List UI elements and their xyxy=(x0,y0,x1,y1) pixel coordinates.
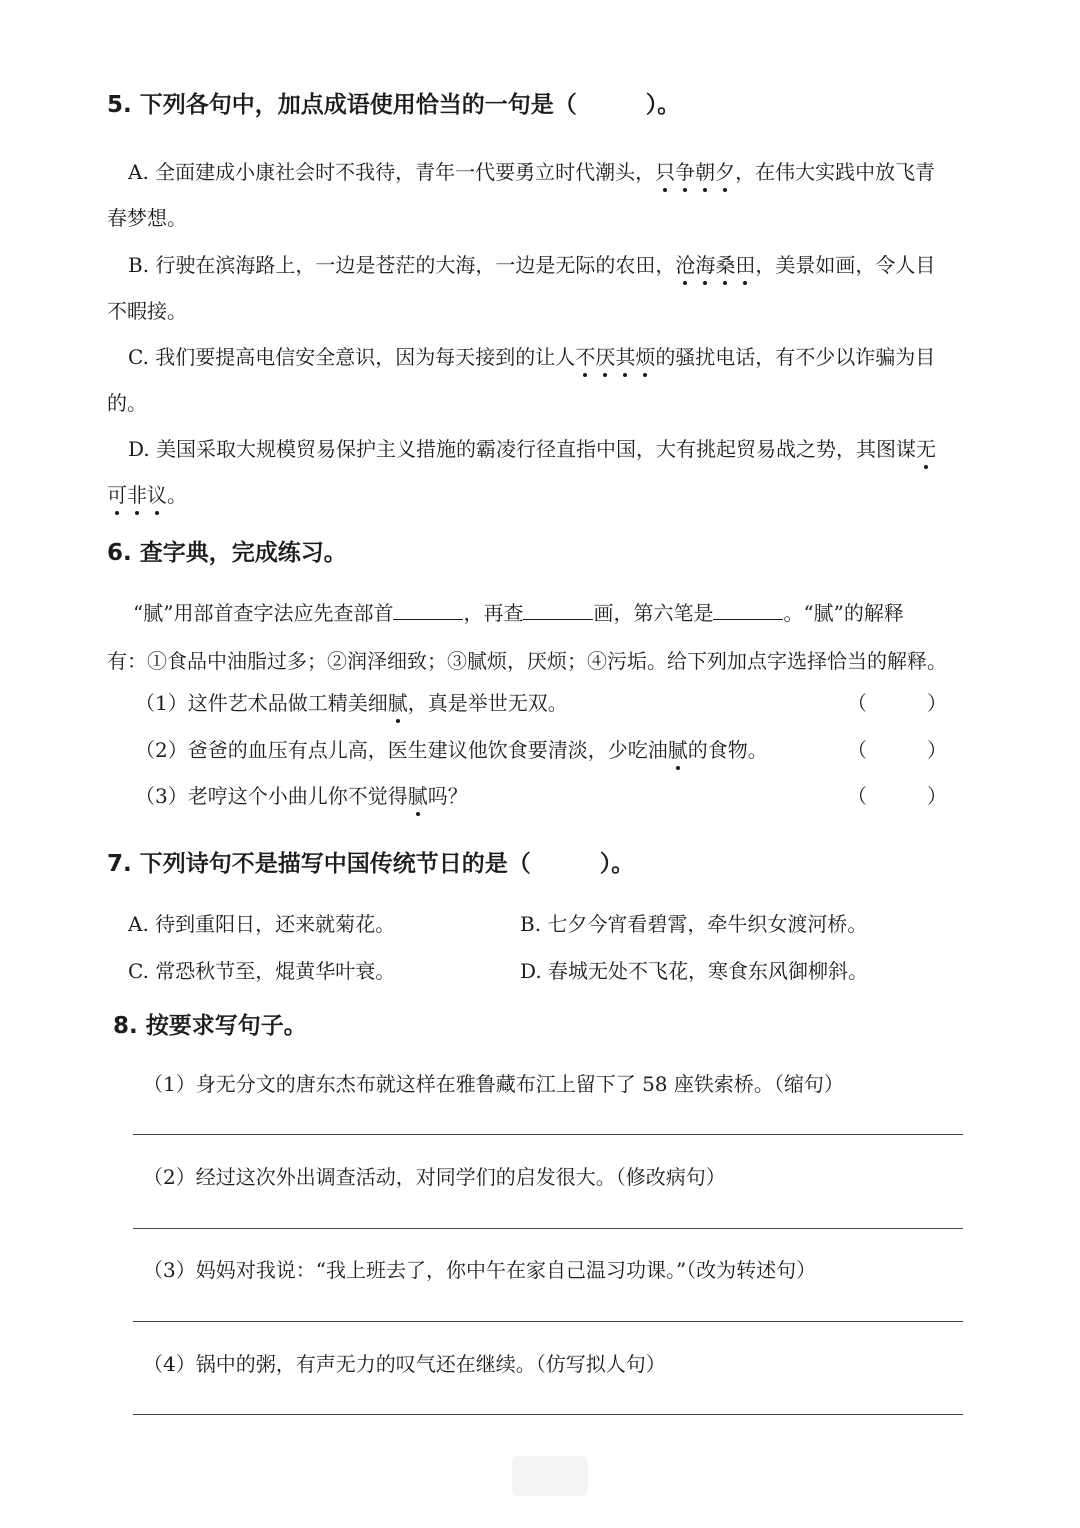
q5-a-text: A. 全面建成小康社会时不我待，青年一代要勇立时代潮头， xyxy=(128,160,656,184)
q5-option-b-line1 xyxy=(128,249,935,278)
q7-title: 7. 下列诗句不是描写中国传统节日的是（ ）。 xyxy=(107,851,635,877)
answer-paren[interactable]: （ ） xyxy=(847,691,947,715)
dotted-char: 争 xyxy=(675,160,696,184)
q7-option-d: D. 春城无处不飞花，寒食东风御柳斜。 xyxy=(520,959,869,983)
q6-text: 。“腻”的解释 xyxy=(783,601,904,625)
q6-item-text: 吗？ xyxy=(427,784,468,808)
dotted-char: 腻 xyxy=(667,738,688,762)
q6-item-text: （2）爸爸的血压有点儿高，医生建议他饮食要清淡，少吃油 xyxy=(135,738,668,762)
dotted-char: 腻 xyxy=(407,784,428,808)
q5-option-b-line2: 不暇接。 xyxy=(107,299,187,323)
q5-a-text: ，在伟大实践中放飞青 xyxy=(735,160,936,184)
dotted-char: 夕 xyxy=(715,160,736,184)
answer-paren[interactable]: （ ） xyxy=(847,738,947,762)
q6-title: 6. 查字典，完成练习。 xyxy=(107,540,347,566)
dotted-char: 非 xyxy=(127,483,147,507)
dotted-char: 桑 xyxy=(715,253,736,277)
fill-blank-radical[interactable] xyxy=(393,601,463,620)
fill-blank-strokes[interactable] xyxy=(523,601,593,620)
dotted-char: 烦 xyxy=(635,345,656,369)
q8-item-1: （1）身无分文的唐东杰布就这样在雅鲁藏布江上留下了 58 座铁索桥。（缩句） xyxy=(143,1072,844,1096)
q6-item-text: （3）老哼这个小曲儿你不觉得 xyxy=(135,784,408,808)
q6-item-text: 的食物。 xyxy=(687,738,768,762)
q7-option-b: B. 七夕今宵看碧霄，牵牛织女渡河桥。 xyxy=(520,912,868,936)
q5-d-text: 。 xyxy=(167,483,187,507)
q5-option-c-line2: 的。 xyxy=(107,391,147,415)
q5-d-text: D. 美国采取大规模贸易保护主义措施的霸凌行径直指中国，大有挑起贸易战之势，其图谋 xyxy=(128,437,917,461)
q5-b-text: B. 行驶在滨海路上，一边是苍茫的大海，一边是无际的农田， xyxy=(128,253,676,277)
q6-paragraph-line1 xyxy=(133,597,904,626)
dotted-char: 无 xyxy=(916,437,937,461)
dotted-char: 海 xyxy=(695,253,716,277)
dotted-char: 可 xyxy=(107,483,127,507)
answer-line[interactable] xyxy=(133,1228,963,1229)
answer-line[interactable] xyxy=(133,1134,963,1135)
dotted-char: 沧 xyxy=(675,253,696,277)
q8-item-4: （4）锅中的粥，有声无力的叹气还在继续。（仿写拟人句） xyxy=(143,1352,666,1376)
q6-item-2 xyxy=(135,734,768,763)
q7-option-c: C. 常恐秋节至，焜黄华叶衰。 xyxy=(128,959,396,983)
scan-smudge xyxy=(512,1456,588,1496)
q8-item-2: （2）经过这次外出调查活动，对同学们的启发很大。（修改病句） xyxy=(143,1165,726,1189)
q6-text: 画，第六笔是 xyxy=(593,601,714,625)
dotted-char: 议 xyxy=(147,483,167,507)
dotted-char: 腻 xyxy=(387,691,408,715)
answer-line[interactable] xyxy=(133,1321,963,1322)
q6-item-text: （1）这件艺术品做工精美细 xyxy=(135,691,388,715)
dotted-char: 朝 xyxy=(695,160,716,184)
q8-title: 8. 按要求写句子。 xyxy=(113,1013,307,1039)
dotted-char: 不 xyxy=(575,345,596,369)
answer-line[interactable] xyxy=(133,1414,963,1415)
fill-blank-sixth-stroke[interactable] xyxy=(713,601,783,620)
q5-b-text: ，美景如画，令人目 xyxy=(755,253,936,277)
q6-item-1 xyxy=(135,687,568,716)
dotted-char: 厌 xyxy=(595,345,616,369)
q6-text: “腻”用部首查字法应先查部首 xyxy=(133,601,394,625)
q6-paragraph-line2: 有：①食品中油脂过多；②润泽细致；③腻烦，厌烦；④污垢。给下列加点字选择恰当的解释。 xyxy=(107,649,947,673)
q5-c-text: C. 我们要提高电信安全意识，因为每天接到的让人 xyxy=(128,345,576,369)
q5-option-d-line2 xyxy=(107,479,187,508)
dotted-char: 只 xyxy=(655,160,676,184)
q8-item-3: （3）妈妈对我说：“我上班去了，你中午在家自己温习功课。”（改为转述句） xyxy=(143,1258,817,1282)
q6-item-text: ，真是举世无双。 xyxy=(407,691,568,715)
q7-option-a: A. 待到重阳日，还来就菊花。 xyxy=(128,912,396,936)
q5-c-text: 的骚扰电话，有不少以诈骗为目 xyxy=(655,345,936,369)
q5-option-c-line1 xyxy=(128,341,935,370)
q5-option-d-line1 xyxy=(128,433,936,462)
dotted-char: 田 xyxy=(735,253,756,277)
dotted-char: 其 xyxy=(615,345,636,369)
q6-text: ，再查 xyxy=(463,601,524,625)
q5-title: 5. 下列各句中，加点成语使用恰当的一句是（ ）。 xyxy=(107,92,681,118)
q5-option-a-line2: 春梦想。 xyxy=(107,206,187,230)
q5-option-a-line1 xyxy=(128,156,935,185)
q6-item-3 xyxy=(135,780,468,809)
answer-paren[interactable]: （ ） xyxy=(847,784,947,808)
